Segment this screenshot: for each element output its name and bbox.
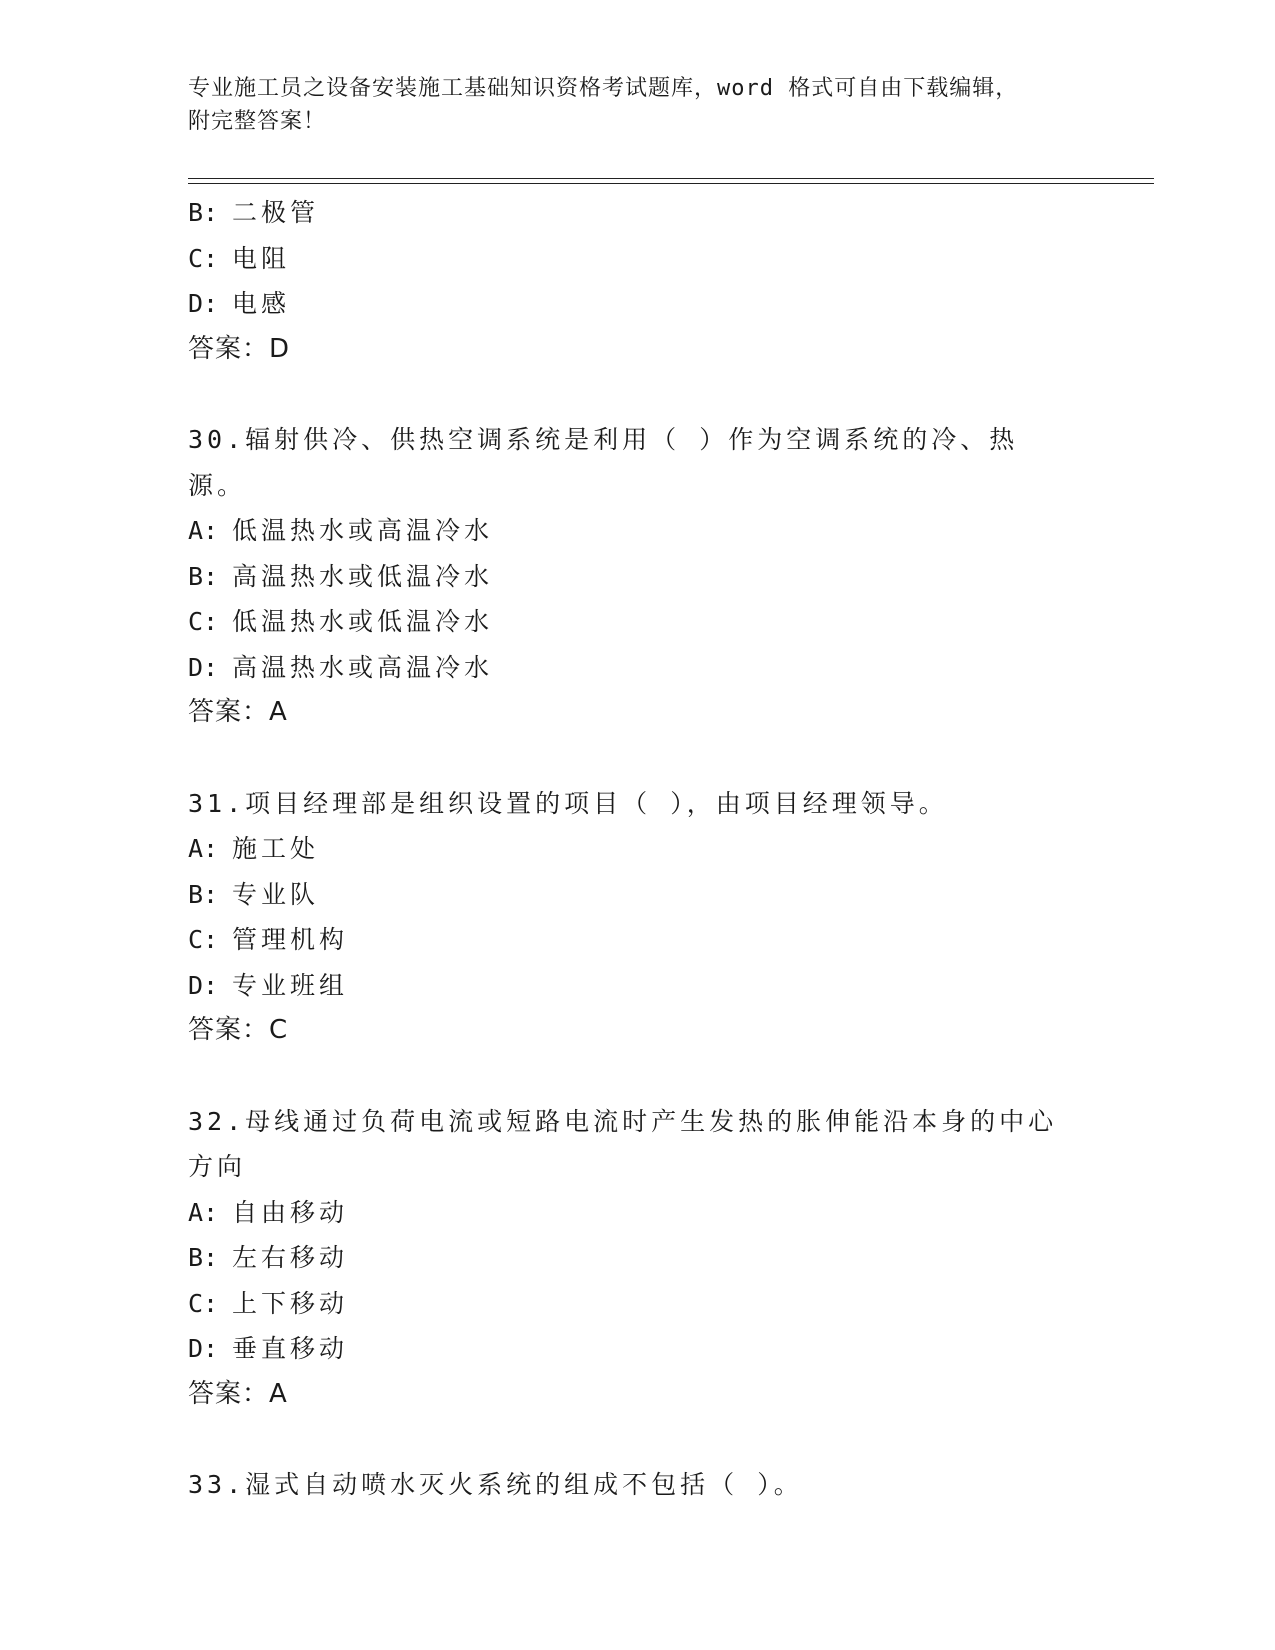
answer-line: 答案：A [188,697,288,727]
option-d [188,963,1088,1009]
option-letter: A: [188,834,219,863]
option-letter: A: [188,1197,219,1227]
option-letter: C: [188,1288,219,1318]
answer-line: 答案：D [188,333,291,364]
option-letter: B: [188,198,219,227]
option-text: 二极管 [232,198,320,227]
option-text: 低温热水或低温冷水 [232,607,494,636]
option-letter: C: [188,925,219,954]
option-text: 管理机构 [232,925,349,954]
answer-line: 答案：A [188,1378,288,1409]
option-text: 高温热水或高温冷水 [232,652,494,682]
option-b [188,1235,1088,1281]
option-a [188,508,1088,554]
option-d [188,1326,1088,1372]
option-a [188,1190,1088,1236]
question-33 [188,1462,1088,1508]
header-divider-bottom [188,183,1154,184]
option-letter: A: [188,516,219,545]
option-d [188,645,1088,691]
option-letter: B: [188,879,219,909]
option-letter: C: [188,607,219,636]
option-c [188,599,1088,645]
header-line-2: 附完整答案！ [188,109,327,134]
option-letter: C: [188,243,219,273]
question-content [188,190,1088,1508]
option-text: 自由移动 [232,1197,349,1227]
option-letter: D: [188,1334,219,1363]
option-b [188,190,1088,236]
question-32 [188,1099,1088,1418]
option-text: 专业队 [232,879,320,909]
option-letter: B: [188,1243,219,1272]
answer-line: 答案：C [188,1015,289,1045]
option-b [188,554,1088,600]
option-text: 垂直移动 [232,1334,349,1363]
option-text: 左右移动 [232,1243,349,1272]
question-31 [188,781,1088,1054]
question-stem: 33.湿式自动喷水灭火系统的组成不包括（ ）。 [188,1470,803,1499]
option-letter: D: [188,652,219,682]
option-text: 电感 [232,289,291,318]
option-c [188,917,1088,963]
option-b [188,872,1088,918]
option-c [188,236,1088,282]
option-d [188,281,1088,327]
option-c [188,1281,1088,1327]
document-header [188,72,1068,138]
question-stem: 30.辐射供冷、供热空调系统是利用（ ）作为空调系统的冷、热源。 [188,425,1019,500]
option-text: 高温热水或低温冷水 [232,561,494,591]
option-text: 上下移动 [232,1288,349,1318]
question-stem: 31.项目经理部是组织设置的项目（ ），由项目经理领导。 [188,788,948,818]
option-text: 专业班组 [232,970,349,1000]
header-line-1: 专业施工员之设备安装施工基础知识资格考试题库，word 格式可自由下载编辑， [188,76,1019,101]
question-30 [188,417,1088,736]
option-letter: D: [188,289,219,318]
option-letter: D: [188,970,219,1000]
option-text: 电阻 [232,243,291,273]
question-stem: 32.母线通过负荷电流或短路电流时产生发热的胀伸能沿本身的中心方向 [188,1106,1058,1181]
option-letter: B: [188,561,219,591]
continued-question [188,190,1088,372]
option-text: 低温热水或高温冷水 [232,516,494,545]
option-a [188,826,1088,872]
header-divider-top [188,178,1154,179]
option-text: 施工处 [232,834,320,863]
